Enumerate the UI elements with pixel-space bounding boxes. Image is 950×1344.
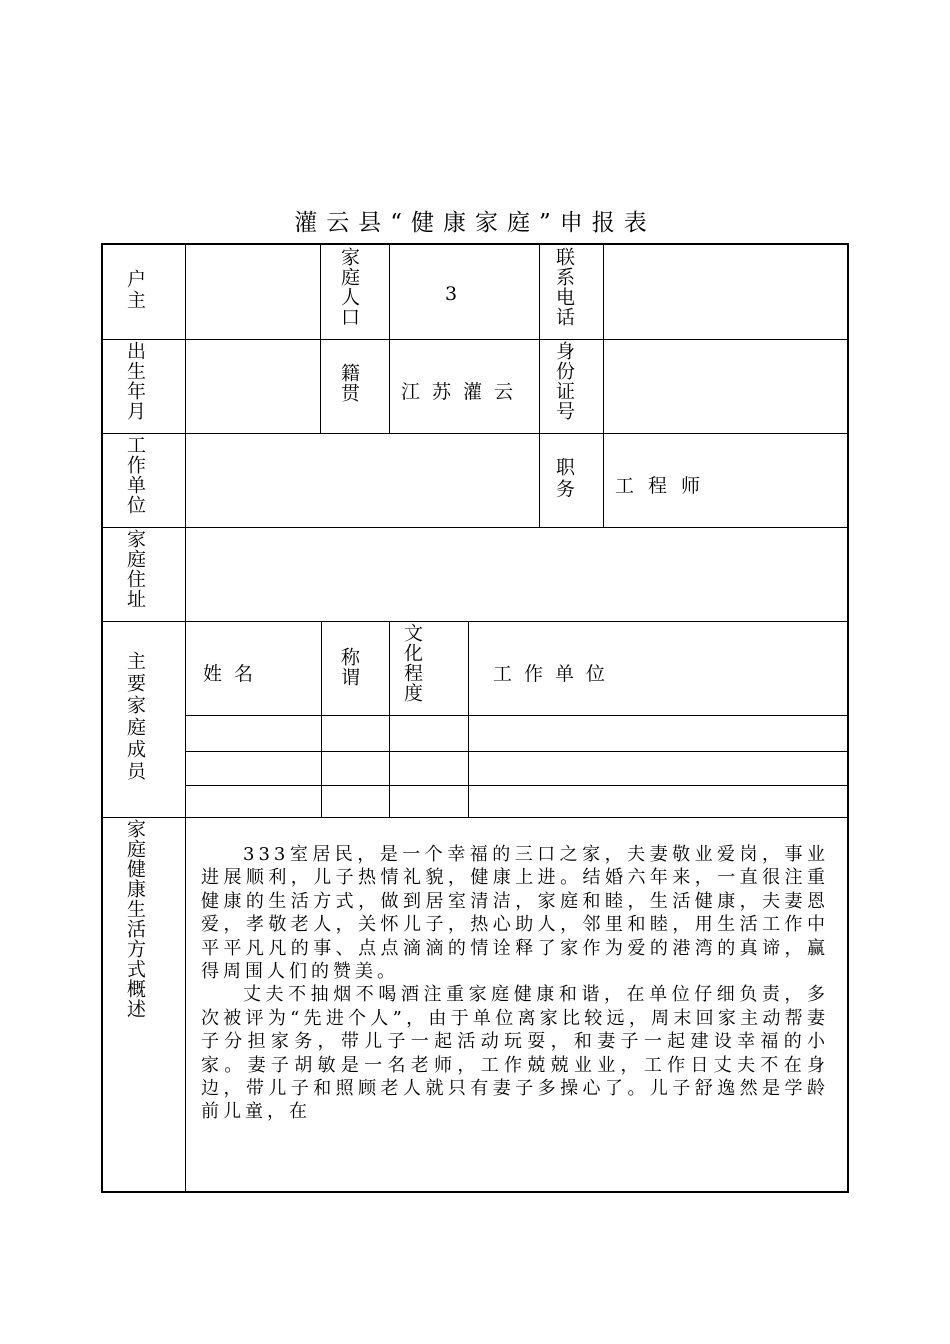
col-divider [389, 245, 390, 433]
col-divider [539, 245, 540, 527]
header-education: 文化程度 [401, 623, 423, 703]
row-divider [103, 817, 849, 818]
header-relation: 称谓 [338, 647, 360, 687]
member-col-divider [321, 621, 322, 817]
label-address: 家庭住址 [124, 529, 146, 609]
label-householder: 户主 [124, 269, 146, 311]
member-row-divider [185, 751, 849, 752]
label-position: 职务 [553, 457, 575, 501]
label-members: 主要家庭成员 [124, 651, 146, 783]
description-text [201, 843, 829, 1193]
label-birth: 出生年月 [124, 341, 146, 421]
value-native-place: 江苏灌云 [401, 381, 526, 403]
label-native-place: 籍贯 [338, 363, 360, 403]
value-family-size: 3 [445, 283, 458, 305]
header-work-unit: 工作单位 [493, 663, 618, 685]
row-divider [103, 339, 849, 340]
label-work-unit: 工作单位 [124, 435, 146, 515]
header-name: 姓名 [203, 663, 266, 685]
member-col-divider [389, 621, 390, 817]
description-paragraph: 丈夫不抽烟不喝酒注重家庭健康和谐，在单位仔细负责，多次被评为“先进个人”，由于单位离家比较远，周末回家主动帮妻子分担家务，带儿子一起活动玩耍，和妻子一起建设幸福的小家。妻子胡敏是一名老师，工作兢兢业业，工作日丈夫不在身边，带儿子和照顾老人就只有妻子多操心了。儿子舒逸然是学龄前儿童，在 [201, 984, 829, 1123]
member-row-divider [185, 715, 849, 716]
form-title: 灌云县“健康家庭”申报表 [294, 210, 656, 236]
col-divider [603, 245, 604, 527]
member-row-divider [185, 785, 849, 786]
member-col-divider [468, 621, 469, 817]
label-column-divider [185, 245, 186, 1191]
label-family-size: 家庭人口 [338, 247, 360, 327]
application-form [101, 243, 849, 1193]
row-divider [103, 527, 849, 528]
description-paragraph: 333室居民，是一个幸福的三口之家，夫妻敬业爱岗，事业进展顺利，儿子热情礼貌，健康上进。结婚六年来，一直很注重健康的生活方式，做到居室清洁，家庭和睦，生活健康，夫妻恩爱，孝敬老人，关怀儿子，热心助人，邻里和睦，用生活工作中平平凡凡的事、点点滴滴的情诠释了家作为爱的港湾的真谛，赢得周围人们的赞美。 [201, 844, 829, 983]
col-divider [320, 245, 321, 433]
label-id-number: 身份证号 [553, 341, 575, 421]
label-description: 家庭健康生活方式概述 [124, 819, 146, 1019]
row-divider [103, 621, 849, 622]
value-position: 工程师 [615, 475, 715, 497]
label-phone: 联系电话 [553, 247, 575, 327]
row-divider [103, 433, 849, 434]
